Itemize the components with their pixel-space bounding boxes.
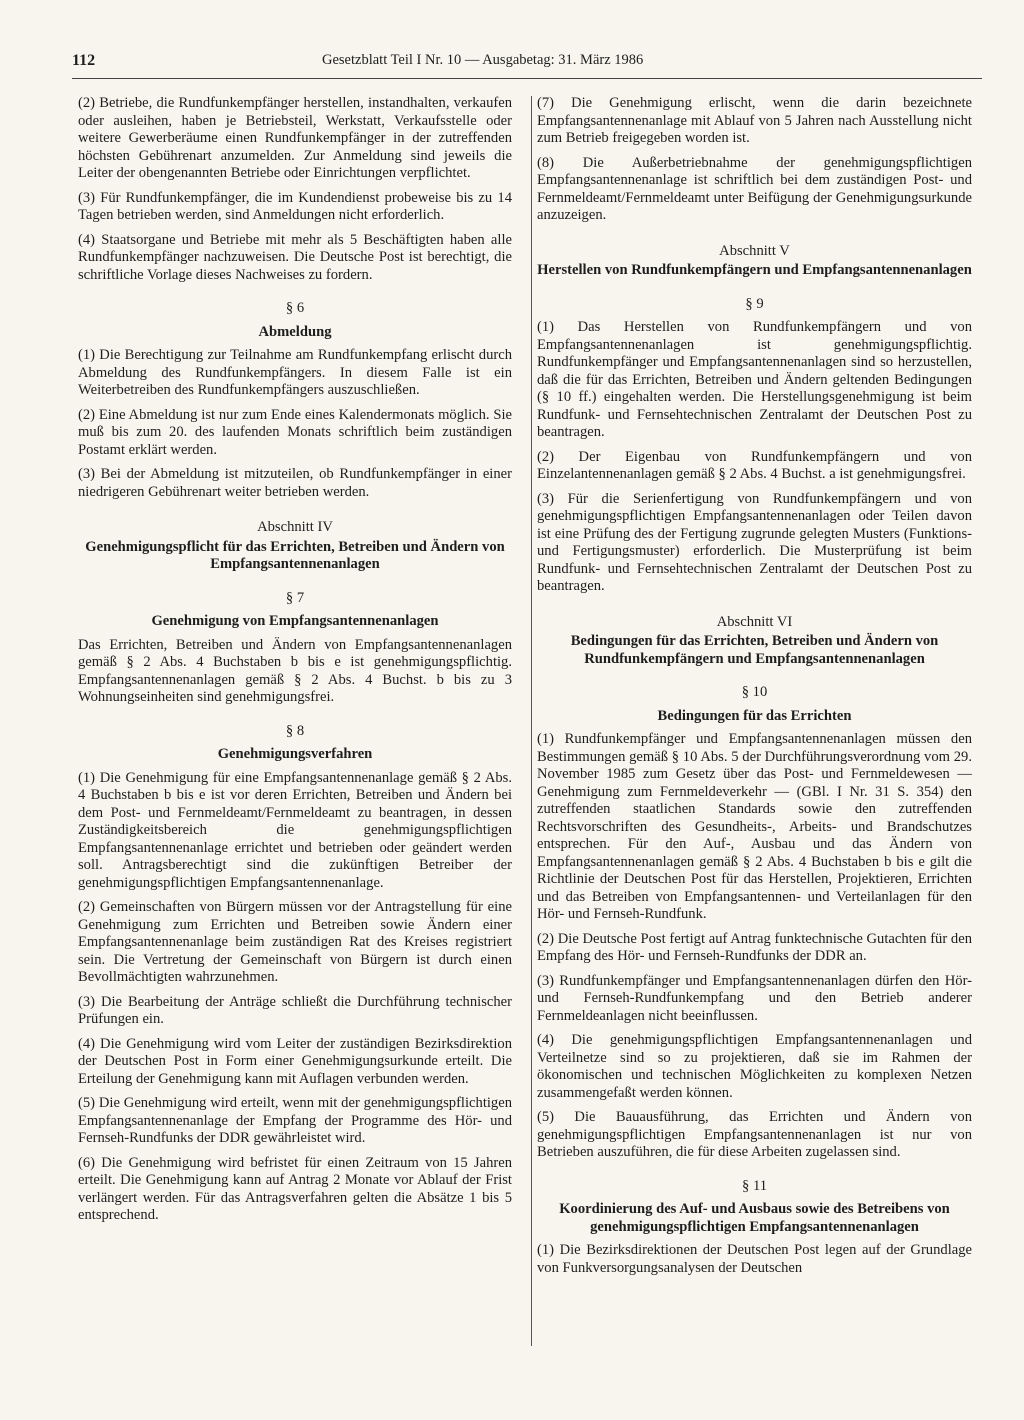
section-number: § 6 xyxy=(285,300,305,316)
section-number: § 8 xyxy=(285,722,305,739)
section-number: § 10 xyxy=(741,684,768,700)
page-header xyxy=(72,52,982,74)
section-number: § 9 xyxy=(745,295,764,312)
part-label: Abschnitt V xyxy=(719,242,790,259)
header-rule xyxy=(72,78,982,79)
paragraph: Das Errichten, Betreiben und Ändern von Empfangsantennenanlagen gemäß § 2 Abs. 4 Buchstaben b bis e ist genehmigungspflichtig. Empfangsantennenanlagen gemäß § 2 Abs. 4 Buchst. b bis zu 3 Wohnungseinheiten sind genehmigungsfrei. xyxy=(78,636,512,705)
part-heading: Bedingungen für das Errichten, Betreiben und Ändern von Rundfunkempfängern und Empfangsantennenanlagen xyxy=(570,633,939,667)
section-heading: Koordinierung des Auf- und Ausbaus sowie des Betreibens von genehmigungspflichtigen Empfangsantennenanlagen xyxy=(559,1201,950,1235)
paragraph: (4) Staatsorgane und Betriebe mit mehr als 5 Beschäftigten haben alle Rundfunkempfänger nachzuweisen. Die Deutsche Post ist berechtigt, die schriftliche Vorlage dieses Nachweises zu fordern. xyxy=(78,231,512,283)
section-heading: Genehmigungsverfahren xyxy=(217,746,373,762)
part-heading: Herstellen von Rundfunkempfängern und Empfangsantennenanlagen xyxy=(537,262,972,278)
right-column xyxy=(537,95,972,1284)
paragraph: (1) Die Bezirksdirektionen der Deutschen Post legen auf der Grundlage von Funkversorgungsanalysen der Deutschen xyxy=(537,1242,972,1276)
paragraph: (1) Das Herstellen von Rundfunkempfängern und von Empfangsantennenanlagen ist genehmigungspflichtig. Rundfunkempfänger und Empfangsantennenanlagen sind so herzustellen, daß die für das Errichten, Betreiben und Ändern geltenden Bedingungen (§ 10 ff.) eingehalten werden. Die Herstellungsgenehmigung ist beim Rundfunk- und Fernsehtechnischen Zentralamt der Deutschen Post zu beantragen. xyxy=(537,319,972,440)
left-column xyxy=(78,95,512,1232)
paragraph: (4) Die Genehmigung wird vom Leiter der zuständigen Bezirksdirektion der Deutschen Post in Form einer Genehmigungsurkunde erteilt. Die Erteilung der Genehmigung kann mit Auflagen verbunden werden. xyxy=(78,1035,512,1087)
section-number: § 11 xyxy=(742,1177,767,1194)
part-label: Abschnitt IV xyxy=(257,519,333,535)
paragraph: (2) Betriebe, die Rundfunkempfänger herstellen, instandhalten, verkaufen oder ausleihen, haben je Betriebsteil, Werkstatt, Verkaufsstelle oder weitere Gewerberäume einen Rundfunkempfänger in der zutreffenden höchsten Gebührenart anzumelden. Zur Anmeldung sind jeweils die Leiter der obengenannten Betriebe oder Einrichtungen verpflichtet. xyxy=(78,95,512,181)
section-heading: Bedingungen für das Errichten xyxy=(657,707,852,724)
part-heading: Genehmigungspflicht für das Errichten, Betreiben und Ändern von Empfangsantennenanlagen xyxy=(85,538,505,572)
page-number: 112 xyxy=(72,52,96,69)
column-divider xyxy=(531,96,532,1346)
paragraph: (2) Gemeinschaften von Bürgern müssen vor der Antragstellung für eine Genehmigung zum Errichten und Betreiben sowie Ändern einer Empfangsantennenanlage beim zuständigen Rat des Kreises registriert sein. Die Vertretung der Gemeinschaft von Bürgern ist durch einen Bevollmächtigten wahrzunehmen. xyxy=(78,899,512,985)
paragraph: (1) Rundfunkempfänger und Empfangsantennenanlagen müssen den Bestimmungen gemäß § 10 Abs. 5 der Durchführungsverordnung vom 29. November 1985 zum Gesetz über das Post- und Fernmeldewesen — Genehmigung zum Fernmeldeverkehr — (GBl. I Nr. 31 S. 354) den zutreffenden staatlichen Standards sowie den zutreffenden Rechtsvorschriften des Gesundheits-, Arbeits- und Brandschutzes entsprechen. Für den Auf-, Ausbau und das Ändern von Empfangsantennenanlagen gemäß § 2 Abs. 4 Buchstaben b bis e gilt die Richtlinie der Deutschen Post für das Herstellen, Projektieren, Errichten und das Betreiben von Empfangsantennen- und Verteilanlagen für den Hör- und Fernseh-Rundfunk. xyxy=(537,731,972,922)
section-heading: Genehmigung von Empfangsantennenanlagen xyxy=(151,613,439,629)
section-heading: Abmeldung xyxy=(258,323,332,340)
paragraph: (6) Die Genehmigung wird befristet für einen Zeitraum von 15 Jahren erteilt. Die Genehmigung kann auf Antrag 2 Monate vor Ablauf der Frist verlängert werden. Für das Antragsverfahren gelten die Absätze 1 bis 5 entsprechend. xyxy=(78,1154,512,1223)
paragraph: (3) Für Rundfunkempfänger, die im Kundendienst probeweise bis zu 14 Tagen betrieben werden, sind Anmeldungen nicht erforderlich. xyxy=(78,189,512,223)
paragraph: (4) Die genehmigungspflichtigen Empfangsantennenanlagen und Verteilnetze sind so zu projektieren, daß sie im Rahmen der ökonomischen und technischen Möglichkeiten zu komplexen Netzen zusammengefaßt werden können. xyxy=(537,1032,972,1101)
paragraph: (2) Die Deutsche Post fertigt auf Antrag funktechnische Gutachten für den Empfang des Hör- und Fernseh-Rundfunks der DDR an. xyxy=(537,930,972,964)
paragraph: (2) Eine Abmeldung ist nur zum Ende eines Kalendermonats möglich. Sie muß bis zum 20. des laufenden Monats schriftlich beim zuständigen Postamt erklärt werden. xyxy=(78,406,512,458)
paragraph: (7) Die Genehmigung erlischt, wenn die darin bezeichnete Empfangsantennenanlage mit Ablauf von 5 Jahren nach Ausstellung nicht zum Betrieb freigegeben worden ist. xyxy=(537,95,972,146)
paragraph: (3) Für die Serienfertigung von Rundfunkempfängern und von genehmigungspflichtigen Empfangsantennenanlagen oder Teilen davon ist eine Prüfung des der Fertigung zugrunde gelegten Musters (Funktions- und Fertigungsmuster) erforderlich. Die Musterprüfung ist beim Rundfunk- und Fernsehtechnischen Zentralamt der Deutschen Post zu beantragen. xyxy=(537,490,972,594)
gazette-title: Gesetzblatt Teil I Nr. 10 — Ausgabetag: 31. März 1986 xyxy=(322,52,644,68)
paragraph: (3) Rundfunkempfänger und Empfangsantennenanlagen dürfen den Hör- und Fernseh-Rundfunkempfang und den Betrieb anderer Fernmeldeanlagen nicht beeinflussen. xyxy=(537,972,972,1024)
section-number: § 7 xyxy=(285,589,305,606)
paragraph: (1) Die Genehmigung für eine Empfangsantennenanlage gemäß § 2 Abs. 4 Buchstaben b bis e ist vor deren Errichten, Betreiben und Ändern bei dem Post- und Fernmeldeamt/Fernmeldeamt zu beantragen, in dessen Zuständigkeitsbereich die genehmigungspflichtigen Empfangsantennenanlage errichtet und betrieben oder geändert werden soll. Antragsberechtigt sind die zukünftigen Betreiber der genehmigungspflichtigen Empfangsantennenanlage. xyxy=(78,769,512,891)
paragraph: (3) Bei der Abmeldung ist mitzuteilen, ob Rundfunkempfänger in einer niedrigeren Gebührenart weiter betrieben werden. xyxy=(78,466,512,500)
part-label: Abschnitt VI xyxy=(716,613,793,630)
paragraph: (2) Der Eigenbau von Rundfunkempfängern und von Einzelantennenanlagen gemäß § 2 Abs. 4 Buchst. a ist genehmigungsfrei. xyxy=(537,448,972,482)
paragraph: (8) Die Außerbetriebnahme der genehmigungspflichtigen Empfangsantennenanlage ist schriftlich bei dem zuständigen Post- und Fernmeldeamt/Fernmeldeamt unter Beifügung der Genehmigungsurkunde anzuzeigen. xyxy=(537,154,972,223)
paragraph: (5) Die Genehmigung wird erteilt, wenn mit der genehmigungspflichtigen Empfangsantennenanlage der Empfang der Programme des Hör- und Fernseh-Rundfunks der DDR gewährleistet wird. xyxy=(78,1095,512,1146)
paragraph: (3) Die Bearbeitung der Anträge schließt die Durchführung technischer Prüfungen ein. xyxy=(78,993,512,1027)
paragraph: (5) Die Bauausführung, das Errichten und Ändern von genehmigungspflichtigen Empfangsantennenanlagen ist nur von Betrieben auszuführen, die für diese Arbeiten zugelassen sind. xyxy=(537,1109,972,1160)
paragraph: (1) Die Berechtigung zur Teilnahme am Rundfunkempfang erlischt durch Abmeldung des Rundfunkempfängers. In diesem Falle ist ein Weiterbetreiben des Rundfunkempfängers auszuschließen. xyxy=(78,347,512,398)
